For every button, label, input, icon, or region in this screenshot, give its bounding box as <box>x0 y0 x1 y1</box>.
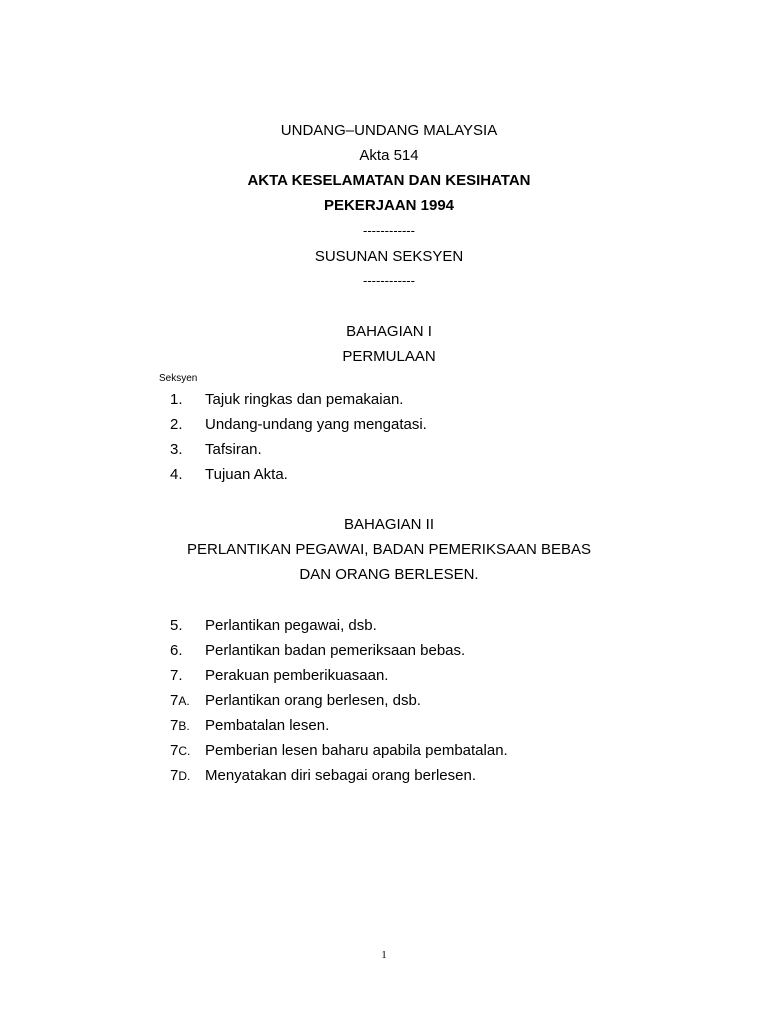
section-title: Tajuk ringkas dan pemakaian. <box>205 391 404 408</box>
section-number-main: 6. <box>170 642 183 659</box>
section-number-main: 7 <box>170 717 179 734</box>
section-title: Undang-undang yang mengatasi. <box>205 416 427 433</box>
section-number-main: 1. <box>170 391 183 408</box>
separator-top: ------------ <box>363 223 415 238</box>
section-number-main: 4. <box>170 466 183 483</box>
part1-heading: BAHAGIAN I <box>346 323 432 340</box>
section-title: Tafsiran. <box>205 441 262 458</box>
section-column-label: Seksyen <box>159 373 198 384</box>
section-title: Tujuan Akta. <box>205 466 288 483</box>
section-number <box>170 390 183 410</box>
law-title: UNDANG–UNDANG MALAYSIA <box>280 122 498 139</box>
section-title: Perakuan pemberikuasaan. <box>205 667 389 684</box>
section-title: Perlantikan pegawai, dsb. <box>205 617 377 634</box>
section-number-main: 2. <box>170 416 183 433</box>
arrangement-title: SUSUNAN SEKSYEN <box>314 248 464 265</box>
section-number-main: 3. <box>170 441 183 458</box>
act-name-line1: AKTA KESELAMATAN DAN KESIHATAN <box>247 172 531 189</box>
part2-subheading-line2: DAN ORANG BERLESEN. <box>299 566 479 583</box>
section-title: Perlantikan badan pemeriksaan bebas. <box>205 642 466 659</box>
section-number <box>170 641 183 661</box>
separator-bottom: ------------ <box>363 273 415 288</box>
section-number <box>170 716 190 736</box>
section-number <box>170 415 183 435</box>
section-number <box>170 741 190 761</box>
section-number-suffix: B. <box>178 719 190 733</box>
section-title: Pemberian lesen baharu apabila pembatalan. <box>205 742 508 759</box>
section-number-main: 7 <box>170 767 179 784</box>
section-number-main: 7 <box>170 742 179 759</box>
section-number-main: 7. <box>170 667 183 684</box>
section-title: Menyatakan diri sebagai orang berlesen. <box>205 767 477 784</box>
section-title: Perlantikan orang berlesen, dsb. <box>205 692 421 709</box>
section-number-suffix: A. <box>178 694 190 708</box>
section-number-main: 7 <box>170 692 179 709</box>
section-title: Pembatalan lesen. <box>205 717 330 734</box>
section-number <box>170 691 190 711</box>
page-number: 1 <box>381 949 387 961</box>
section-number <box>170 465 183 485</box>
part2-subheading-line1: PERLANTIKAN PEGAWAI, BADAN PEMERIKSAAN BEBAS <box>187 541 591 558</box>
act-name-line2: PEKERJAAN 1994 <box>323 197 455 214</box>
part1-subheading: PERMULAAN <box>342 348 436 365</box>
section-number <box>170 666 183 686</box>
section-number-main: 5. <box>170 617 183 634</box>
act-number: Akta 514 <box>359 147 419 164</box>
section-number <box>170 616 183 636</box>
section-number-suffix: C. <box>178 744 191 758</box>
section-number <box>170 440 183 460</box>
section-number <box>170 766 190 786</box>
section-number-suffix: D. <box>178 769 191 783</box>
part2-heading: BAHAGIAN II <box>343 516 435 533</box>
